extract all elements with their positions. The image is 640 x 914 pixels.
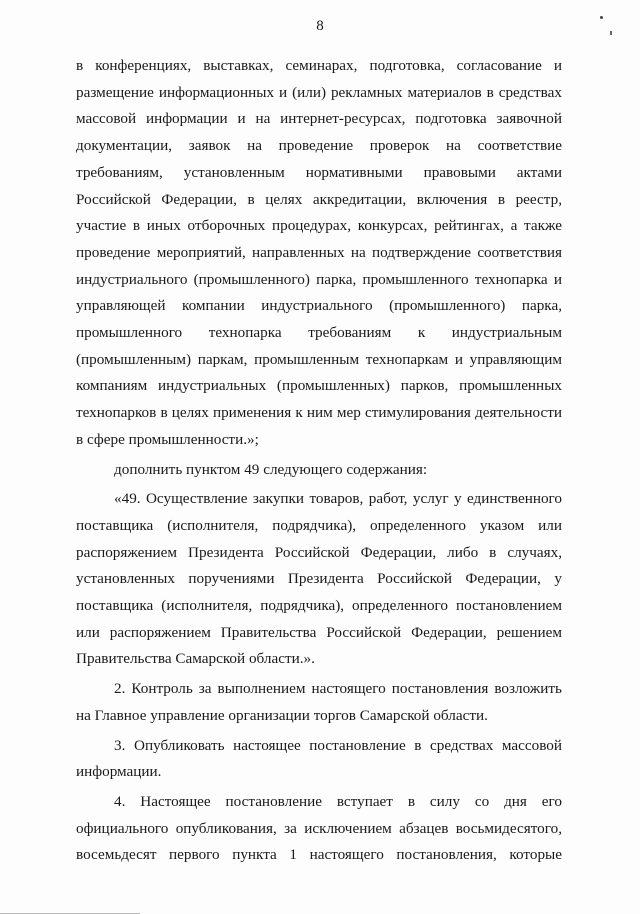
body-line: 4. Настоящее постановление вступает в силу со дня его (114, 792, 562, 810)
document-body (76, 53, 562, 869)
body-line: участие в иных отборочных процедурах, конкурсах, рейтингах, а также (76, 217, 562, 235)
body-line: поставщика (исполнителя, подрядчика), определенного постановлением (76, 597, 562, 615)
body-line: «49. Осуществление закупки товаров, работ, услуг у единственного (114, 490, 562, 508)
body-line: (промышленным) паркам, промышленным технопаркам и управляющим (76, 350, 562, 368)
body-line: информации. (76, 763, 162, 781)
body-line: индустриального (промышленного) парка, промышленного технопарка и (76, 270, 562, 288)
body-line: или распоряжением Правительства Российской Федерации, решением (76, 623, 562, 641)
body-line: Российской Федерации, в целях аккредитации, включения в реестр, (76, 190, 562, 208)
body-line: требованиям, установленным нормативными правовыми актами (76, 163, 562, 181)
body-line: документации, заявок на проведение проверок на соответствие (76, 137, 562, 155)
body-line: проведение мероприятий, направленных на подтверждение соответствия (76, 243, 562, 261)
body-line: размещение информационных и (или) рекламных материалов в средствах (76, 83, 562, 101)
body-line: технопарков в целях применения к ним мер стимулирования деятельности (76, 404, 562, 422)
body-line: дополнить пунктом 49 следующего содержания: (114, 460, 428, 478)
body-line: установленных поручениями Президента Российской Федерации, у (76, 570, 562, 588)
body-line: официального опубликования, за исключением абзацев восьмидесятого, (76, 819, 562, 837)
body-line: управляющей компании индустриального (промышленного) парка, (76, 297, 562, 315)
body-line: Правительства Самарской области.». (76, 650, 315, 668)
body-line: распоряжением Президента Российской Федерации, либо в случаях, (76, 543, 562, 561)
body-line: в конференциях, выставках, семинарах, подготовка, согласование и (76, 57, 562, 74)
body-line: 2. Контроль за выполнением настоящего постановления возложить (114, 680, 562, 698)
body-line: восемьдесят первого пункта 1 настоящего постановления, которые (76, 846, 562, 864)
body-line: массовой информации и на интернет-ресурсах, подготовка заявочной (76, 110, 562, 128)
body-line: в сфере промышленности.»; (76, 430, 259, 448)
page-number: 8 (316, 18, 324, 34)
body-line: 3. Опубликовать настоящее постановление в средствах массовой (114, 736, 562, 754)
body-line: поставщика (исполнителя, подрядчика), определенного указом или (76, 516, 562, 534)
body-line: компаниям индустриальных (промышленных) парков, промышленных (76, 377, 562, 395)
body-line: на Главное управление организации торгов Самарской области. (76, 706, 488, 724)
body-line: промышленного технопарка требованиям к индустриальным (76, 324, 562, 342)
